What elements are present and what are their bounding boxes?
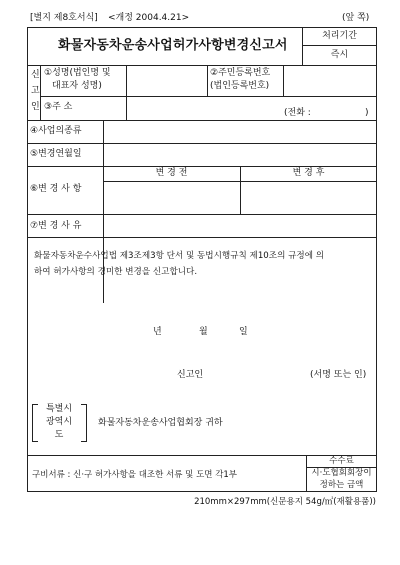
reason-bottom	[27, 237, 377, 238]
addressee-province: 도	[54, 430, 64, 440]
statement-line-2: 하여 허가사항의 경미한 변경을 신고합니다.	[34, 267, 198, 277]
phone-close: )	[365, 108, 369, 118]
change-date-bottom	[27, 166, 377, 167]
regno-divider-right	[283, 65, 284, 96]
processing-period-label: 처리기간	[322, 31, 357, 41]
regno-divider-left	[207, 65, 208, 96]
address-label: ③주 소	[44, 102, 73, 112]
phone-label: (전화 :	[284, 108, 311, 118]
addressee-metro-city: 광역시	[45, 417, 73, 427]
signature-note: (서명 또는 인)	[310, 370, 367, 380]
applicant-signature-label: 신고인	[177, 370, 204, 380]
change-items-label: ⑥변 경 사 항	[30, 184, 82, 194]
date-month-label: 월	[199, 327, 208, 337]
name-label-line2: 대표자 성명)	[52, 81, 102, 91]
page-side-label: (앞 쪽)	[342, 13, 370, 23]
before-after-divider	[240, 166, 241, 214]
fee-label: 수수료	[329, 456, 354, 466]
business-type-bottom	[27, 143, 377, 144]
applicant-group-label-1: 신	[31, 70, 40, 80]
title-bottom-line	[27, 65, 377, 66]
change-items-bottom	[27, 214, 377, 215]
applicant-bottom-line	[27, 120, 377, 121]
regno-label-line1: ②주민등록번호	[210, 68, 271, 78]
fee-value-line2: 정하는 금액	[319, 480, 364, 490]
label-value-divider	[126, 65, 127, 120]
before-change-field[interactable]	[106, 184, 236, 210]
change-date-label: ⑤변경연월일	[30, 149, 82, 159]
date-year-label: 년	[153, 327, 162, 337]
before-change-header: 변 경 전	[155, 168, 188, 178]
addressee-bracket-right	[81, 404, 87, 442]
addressee-text: 화물자동차운송사업협회장 귀하	[98, 418, 223, 428]
revision-date: <개정 2004.4.21>	[108, 13, 190, 23]
name-label-line1: ①성명(법인명 및	[44, 68, 111, 78]
after-change-field[interactable]	[243, 184, 373, 210]
after-change-header: 변 경 후	[292, 168, 325, 178]
processing-split	[302, 45, 377, 46]
applicant-group-divider	[40, 65, 41, 120]
applicant-group-label-3: 인	[31, 102, 40, 112]
attachments-label: 구비서류 : 신·구 허가사항을 대조한 서류 및 도면 각1부	[32, 470, 238, 480]
paper-spec: 210mm×297mm(신문용지 54g/㎡(재활용품))	[194, 497, 376, 507]
form-number: [별지 제8호서식]	[30, 13, 98, 23]
date-day-label: 일	[239, 327, 248, 337]
statement-line-1: 화물자동차운수사업법 제3조제3항 단서 및 동법시행규칙 제10조의 규정에 의	[34, 251, 325, 261]
name-row-bottom	[40, 96, 377, 97]
addressee-special-city: 특별시	[45, 404, 73, 414]
processing-period-value: 즉시	[330, 50, 349, 60]
business-type-label: ④사업의종류	[30, 126, 82, 136]
regno-label-line2: (법인등록번호)	[210, 81, 270, 91]
form-title: 화물자동차운송사업허가사항변경신고서	[58, 38, 288, 53]
change-reason-label: ⑦변 경 사 유	[30, 221, 82, 231]
fee-value-line1: 시·도협회회장이	[311, 468, 372, 478]
applicant-group-label-2: 고	[31, 86, 40, 96]
